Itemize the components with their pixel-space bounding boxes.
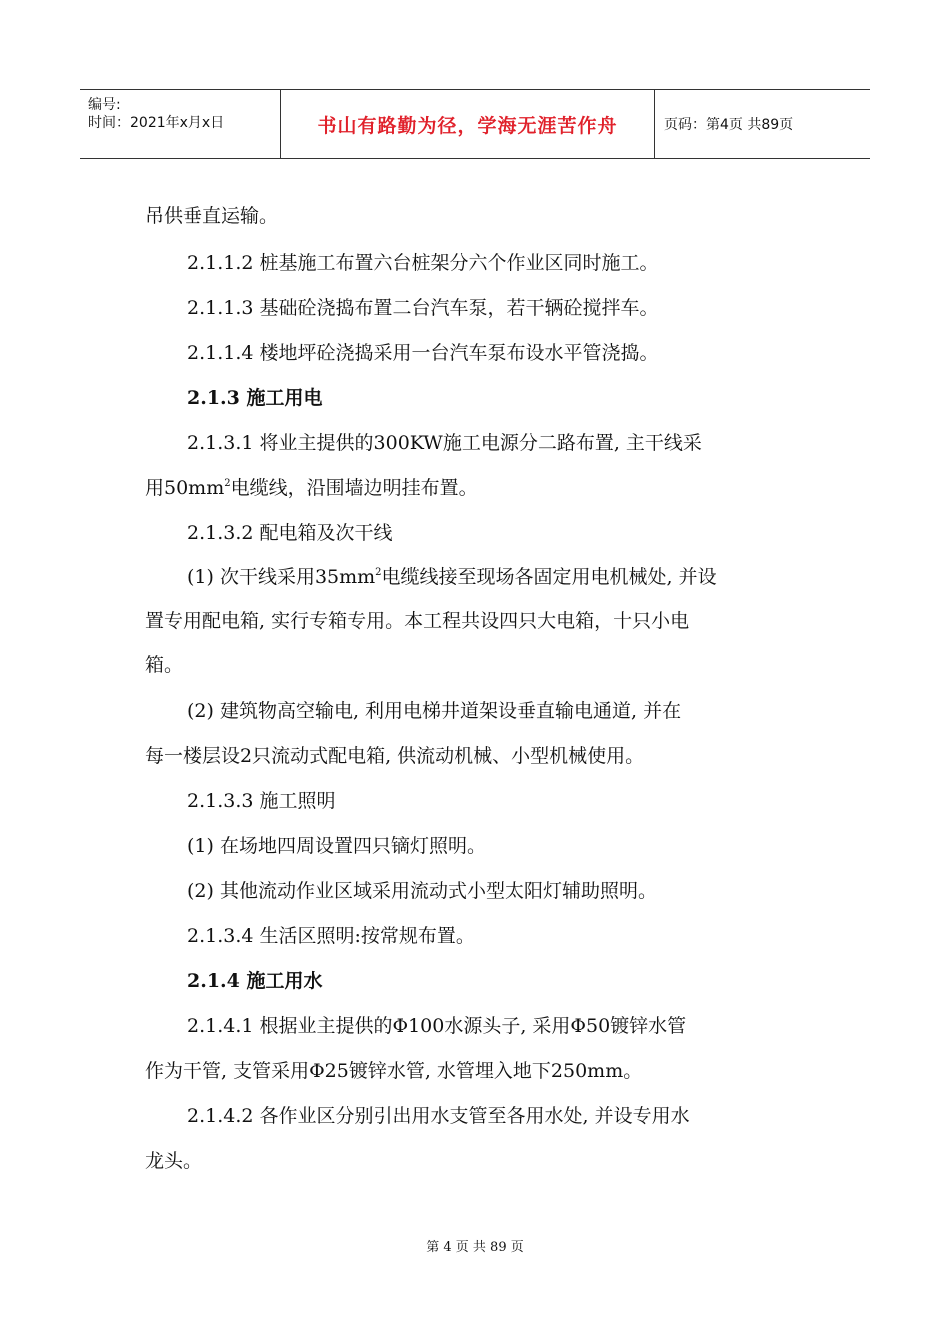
- body-line: 2.1.3.3 施工照明: [187, 790, 336, 812]
- document-header: [80, 89, 870, 159]
- section-heading: 2.1.3 施工用电: [187, 387, 323, 409]
- date-label: 时间：2021年x月x日: [88, 115, 225, 131]
- text-span: 用50mm: [145, 477, 225, 499]
- body-line: (2) 建筑物高空输电, 利用电梯井道架设垂直输电通道, 并在: [187, 700, 682, 722]
- serial-label: 编号:: [88, 97, 121, 113]
- body-line: [187, 565, 717, 589]
- body-line: 2.1.4.1 根据业主提供的Φ100水源头子, 采用Φ50镀锌水管: [187, 1015, 687, 1037]
- section-heading: 2.1.4 施工用水: [187, 970, 323, 992]
- superscript: 2: [375, 567, 382, 578]
- body-line: 2.1.1.2 桩基施工布置六台桩架分六个作业区同时施工。: [187, 252, 659, 274]
- page-footer: 第 4 页 共 89 页: [426, 1240, 524, 1255]
- header-motto: 书山有路勤为径，学海无涯苦作舟: [317, 114, 618, 137]
- header-page-info: 页码：第4页 共89页: [664, 117, 794, 133]
- text-span: 电缆线，沿围墙边明挂布置。: [230, 477, 478, 499]
- body-line: [145, 476, 478, 500]
- body-line: 2.1.3.1 将业主提供的300KW施工电源分二路布置, 主干线采: [187, 432, 702, 454]
- body-line: 2.1.1.4 楼地坪砼浇捣采用一台汽车泵布设水平管浇捣。: [187, 342, 659, 364]
- header-divider: [654, 90, 655, 158]
- header-meta: [80, 90, 280, 158]
- superscript: 2: [224, 478, 231, 489]
- body-line: 置专用配电箱, 实行专箱专用。本工程共设四只大电箱，十只小电: [145, 610, 690, 632]
- body-line: 箱。: [145, 654, 184, 676]
- body-line: (1) 在场地四周设置四只镝灯照明。: [187, 835, 486, 857]
- body-line: 2.1.3.4 生活区照明:按常规布置。: [187, 925, 475, 947]
- body-line: 龙头。: [145, 1150, 203, 1172]
- body-line: 2.1.4.2 各作业区分别引出用水支管至各用水处, 并设专用水: [187, 1105, 690, 1127]
- text-span: (1) 次干线采用35mm: [187, 566, 376, 588]
- text-span: 电缆线接至现场各固定用电机械处, 并设: [381, 566, 717, 588]
- body-line: (2) 其他流动作业区域采用流动式小型太阳灯辅助照明。: [187, 880, 657, 902]
- body-line: 2.1.1.3 基础砼浇捣布置二台汽车泵，若干辆砼搅拌车。: [187, 297, 659, 319]
- body-line: 吊供垂直运输。: [145, 205, 279, 227]
- body-line: 作为干管, 支管采用Φ25镀锌水管, 水管埋入地下250mm。: [145, 1060, 643, 1082]
- body-line: 每一楼层设2只流动式配电箱, 供流动机械、小型机械使用。: [145, 745, 645, 767]
- body-line: 2.1.3.2 配电箱及次干线: [187, 522, 393, 544]
